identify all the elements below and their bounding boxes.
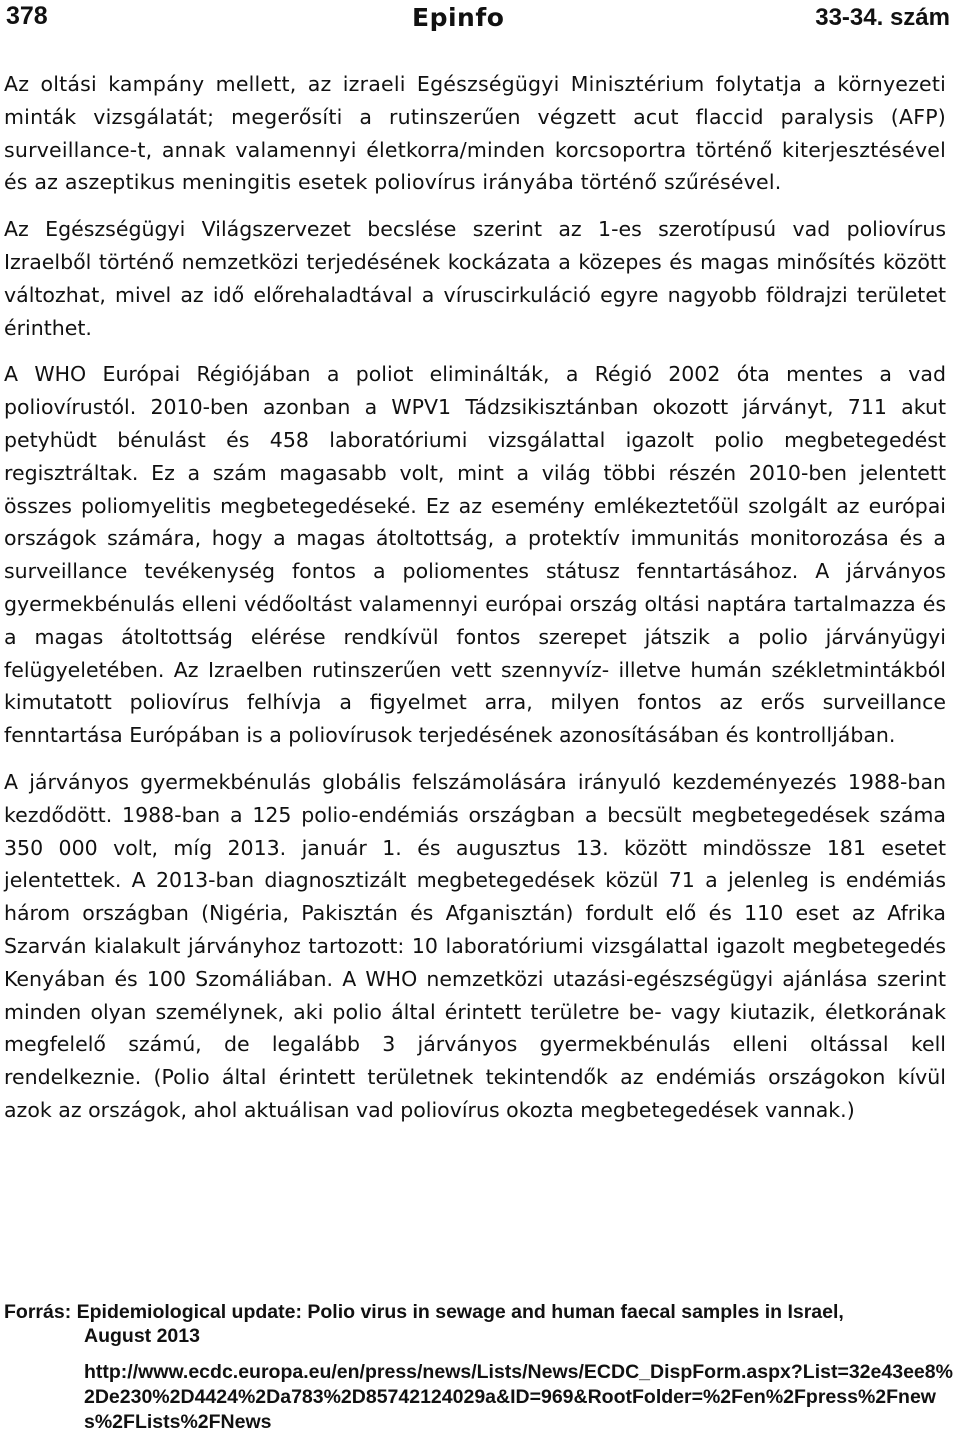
source-label: Forrás:: [4, 1301, 72, 1323]
page-number: 378: [6, 2, 48, 30]
issue-number: 33-34. szám: [815, 4, 950, 31]
page-header: [0, 0, 960, 42]
paragraph-global-eradication: A járványos gyermekbénulás globális felszámolására irányuló kezdeményezés 1988-ban kezdődött. 1988-ban a 125 polio-endémiás országban a becsült megbetegedések száma 350 000 volt, míg 2013. január 1. és augusztus 13. között mindössze 181 esetet jelentettek. A 2013-ban diagnosztizált megbetegedések közül 71 a jelenleg is endémiás három országban (Nigéria, Pakisztán és Afganisztán) fordult elő és 110 eset az Afrika Szarván kialakult járványhoz tartozott: 10 laboratóriumi vizsgálattal igazolt megbetegedés Kenyában és 100 Szomáliában. A WHO nemzetközi utazási-egészségügyi ajánlása szerint minden olyan személynek, aki polio által érintett területre be- vagy kiutazik, életkorának megfelelő számú, de legalább 3 járványos gyermekbénulás elleni oltással kell rendelkeznie. (Polio által érintett területnek tekintendők az endémiás országokon kívül azok az országok, ahol aktuálisan vad poliovírus okozta megbetegedések vannak.): [4, 769, 946, 1122]
article-body: [4, 68, 946, 1141]
source-title-continued: August 2013: [84, 1325, 200, 1347]
paragraph-who-risk-estimate: Az Egészségügyi Világszervezet becslése szerint az 1-es szerotípusú vad poliovírus Izraelből történő nemzetközi terjedésének kockázata a közepes és magas minősítés között változhat, mivel az idő előrehaladtával a víruscirkuláció egyre nagyobb földrajzi területet érinthet.: [4, 217, 946, 340]
source-citation: [4, 1300, 952, 1348]
epinfo-logo: Epinfo: [412, 3, 505, 32]
source-url[interactable]: http://www.ecdc.europa.eu/en/press/news/Lists/News/ECDC_DispForm.aspx?List=32e43ee8%2De230%2D4424%2Da783%2D85742124029a&ID=969&RootFolder=%2Fen%2Fpress%2Fnews%2FLists%2FNews: [84, 1361, 953, 1433]
paragraph-vaccination-campaign: Az oltási kampány mellett, az izraeli Egészségügyi Minisztérium folytatja a környezeti minták vizsgálatát; megerősíti a rutinszerűen végzett acut flaccid paralysis (AFP) surveillance-t, annak valamennyi életkorra/minden korcsoportra történő kiterjesztésével és az aszeptikus meningitis esetek poliovírus irányába történő szűrésével.: [4, 72, 946, 195]
source-title: Epidemiological update: Polio virus in sewage and human faecal samples in Israel,: [76, 1301, 844, 1323]
paragraph-european-region: A WHO Európai Régiójában a poliot eliminálták, a Régió 2002 óta mentes a vad poliovírustól. 2010-ben azonban a WPV1 Tádzsikisztánban okozott járványt, 711 akut petyhüdt bénulást és 458 laboratóriumi vizsgálattal igazolt polio megbetegedést regisztráltak. Ez a szám magasabb volt, mint a világ többi részén 2010-ben jelentett összes poliomyelitis megbetegedéseké. Ez az esemény emlékeztetőül szolgált az európai országok számára, hogy a magas átoltottság, a protektív immunitás monitorozása és a surveillance tevékenység fontos a poliomentes státusz fenntartásához. A járványos gyermekbénulás elleni védőoltást valamennyi európai ország oltási naptára tartalmazza és a magas átoltottság elérése rendkívül fontos szerepet játszik a polio járványügyi felügyeletében. Az Izraelben rutinszerűen vett szennyvíz- illetve humán székletmintákból kimutatott poliovírus felhívja a figyelmet arra, milyen fontos az erős surveillance fenntartása Európában is a poliovírusok terjedésének azonosításában és kontrolljában.: [4, 362, 946, 748]
